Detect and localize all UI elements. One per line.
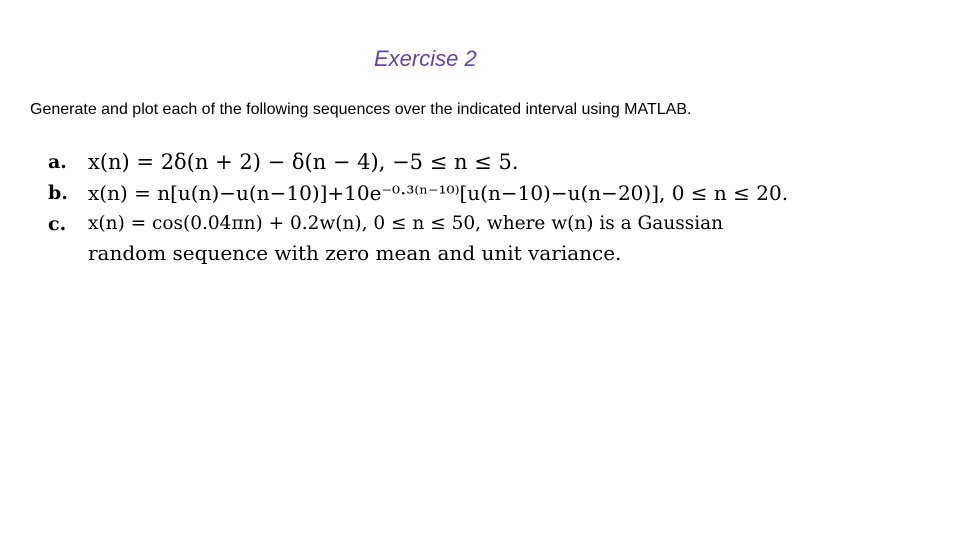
problem-expression: x(n) = n[u(n)−u(n−10)]+10e⁻⁰·³⁽ⁿ⁻¹⁰⁾[u(n−10)−u(n−20)], 0 ≤ n ≤ 20.	[88, 181, 789, 205]
problem-list	[48, 147, 928, 271]
problem-letter: c.	[48, 213, 67, 235]
problem-a	[48, 147, 928, 178]
problem-expression: x(n) = cos(0.04πn) + 0.2w(n), 0 ≤ n ≤ 50, where w(n) is a Gaussian	[88, 213, 724, 234]
problem-expression: x(n) = 2δ(n + 2) − δ(n − 4), −5 ≤ n ≤ 5.	[88, 150, 519, 174]
problem-expression-continuation: random sequence with zero mean and unit variance.	[88, 241, 622, 265]
problem-letter: a.	[48, 151, 67, 173]
problem-c-continuation	[48, 240, 928, 271]
slide-title: Exercise 2	[374, 46, 477, 71]
problem-b	[48, 178, 928, 209]
problem-letter: b.	[48, 182, 68, 204]
problem-c	[48, 209, 928, 240]
intro-text: Generate and plot each of the following sequences over the indicated interval using MATLAB.	[30, 101, 692, 118]
